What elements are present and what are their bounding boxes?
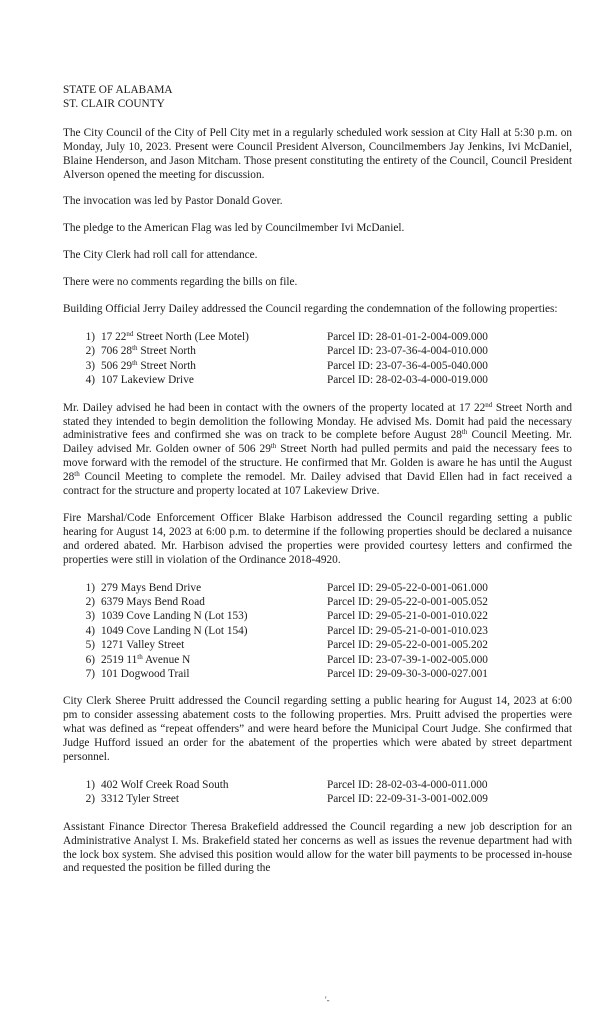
- property-address: [101, 373, 327, 387]
- item-number: 3): [85, 359, 95, 372]
- address-text: 402 Wolf Creek Road South: [101, 778, 229, 791]
- parcel-id: Parcel ID: 23-07-36-4-005-040.000: [327, 359, 488, 372]
- item-number: 3): [85, 610, 95, 623]
- condemnation-list: [63, 330, 572, 388]
- item-number: 1): [85, 581, 95, 594]
- dailey-paragraph: [63, 402, 572, 499]
- ordinal-suffix: th: [74, 470, 80, 479]
- address-text: 107 Lakeview Drive: [101, 374, 194, 387]
- dailey-text: Street North had pulled permits and paid the necessary fees to move forward with the remodel of the structure. He confirmed that Mr. Golden is aware he has until the August 28: [63, 443, 572, 484]
- address-text: 706 28: [101, 345, 133, 358]
- invocation-paragraph: The invocation was led by Pastor Donald Gover.: [63, 195, 283, 208]
- abatement-list: [63, 778, 572, 807]
- ordinal-suffix: nd: [126, 329, 134, 338]
- address-text: 1271 Valley Street: [101, 639, 185, 652]
- property-address: [101, 638, 327, 652]
- list-item: [63, 638, 572, 652]
- item-number: 1): [85, 778, 95, 791]
- property-address: [101, 344, 327, 358]
- list-item: [63, 344, 572, 358]
- list-item: [63, 778, 572, 792]
- finance-paragraph: Assistant Finance Director Theresa Brakefield addressed the Council regarding a new job description for an Administrative Analyst I. Ms. Brakefield stated her concerns as well as issues the revenue department had with the lock box system. She advised this position would allow for the water bill payments to be processed in-house and requested the position be filled during the: [63, 820, 572, 875]
- parcel-id: Parcel ID: 23-07-36-4-004-010.000: [327, 345, 488, 358]
- property-address: [101, 667, 327, 681]
- address-text: 101 Dogwood Trail: [101, 668, 190, 680]
- property-address: [101, 624, 327, 638]
- parcel-id: Parcel ID: 29-05-22-0-001-061.000: [327, 581, 488, 594]
- parcel-id: Parcel ID: 28-02-03-4-000-019.000: [327, 374, 488, 387]
- parcel-id: Parcel ID: 29-05-21-0-001-010.023: [327, 624, 488, 637]
- address-text: 3312 Tyler Street: [101, 793, 180, 806]
- list-item: [63, 653, 572, 667]
- address-text: 17 22: [101, 330, 127, 343]
- item-number: 2): [85, 595, 95, 608]
- ordinal-suffix: th: [461, 428, 468, 437]
- property-address: [101, 792, 327, 806]
- address-text: Street North: [137, 359, 196, 372]
- parcel-id: Parcel ID: 29-05-22-0-001-005.202: [327, 639, 488, 652]
- address-text: 6379 Mays Bend Road: [101, 595, 205, 608]
- list-item: [63, 609, 572, 623]
- fire-marshal-paragraph: Fire Marshal/Code Enforcement Officer Blake Harbison addressed the Council regarding setting a public hearing for August 14, 2023 at 6:00 p.m. to determine if the following properties should be declared a nuisance and ordered abated. Mr. Harbison advised the properties were provided courtesy letters and confirmed the properties were still in violation of the Ordinance 2018-4920.: [63, 511, 572, 566]
- parcel-id: Parcel ID: 22-09-31-3-001-002.009: [327, 793, 488, 806]
- list-item: [63, 373, 572, 387]
- dailey-text: Council Meeting to complete the remodel. Mr. Dailey advised that David Ellen had in fact received a contract for the structure and property located at 107 Lakeview Drive.: [63, 471, 572, 498]
- dailey-text: Street North and stated they intended to begin demolition the following Monday. He advised Ms. Domit had paid the necessary administrative fees and confirmed she was on track to be complete before August 28: [63, 401, 572, 442]
- list-item: [63, 359, 572, 373]
- intro-paragraph: The City Council of the City of Pell City met in a regularly scheduled work session at City Hall at 5:30 p.m. on Monday, July 10, 2023. Present were Council President Alverson, Councilmembers Jay Jenkins, Ivi McDaniel, Blaine Henderson, and Jason Mitcham. Those present constituting the entirety of the Council, Council President Alverson opened the meeting for discussion.: [63, 126, 572, 181]
- item-number: 5): [85, 639, 95, 652]
- document-body: [63, 84, 572, 876]
- page-mark: '-: [325, 995, 330, 1005]
- item-number: 1): [85, 330, 95, 343]
- item-number: 4): [85, 624, 95, 637]
- property-address: [101, 609, 327, 623]
- list-item: [63, 624, 572, 638]
- item-number: 7): [85, 668, 95, 680]
- dailey-text: Mr. Dailey advised he had been in contact with the owners of the property located at 17 22: [63, 401, 486, 414]
- address-text: Street North: [137, 345, 196, 358]
- address-text: 279 Mays Bend Drive: [101, 581, 202, 594]
- address-text: 2519 11: [101, 653, 138, 666]
- ordinal-suffix: th: [137, 652, 143, 661]
- property-address: [101, 595, 327, 609]
- nuisance-list: [63, 581, 572, 682]
- item-number: 2): [85, 345, 95, 358]
- item-number: 6): [85, 653, 95, 666]
- address-text: 1039 Cove Landing N (Lot 153): [101, 610, 248, 623]
- property-address: [101, 778, 327, 792]
- city-clerk-paragraph: City Clerk Sheree Pruitt addressed the Council regarding setting a public hearing for August 14, 2023 at 6:00 pm to consider assessing abatement costs to the following properties. Mrs. Pruitt advised the properties were what was defined as “repeat offenders” and were heard before the Municipal Court Judge. She confirmed that Judge Hufford issued an order for the abatement of the properties which were abated by street department personnel.: [63, 695, 572, 764]
- address-text: Street North (Lee Motel): [133, 330, 249, 343]
- parcel-id: Parcel ID: 23-07-39-1-002-005.000: [327, 653, 488, 666]
- item-number: 4): [85, 374, 95, 387]
- item-number: 2): [85, 793, 95, 806]
- property-address: [101, 653, 327, 667]
- pledge-paragraph: The pledge to the American Flag was led by Councilmember Ivi McDaniel.: [63, 222, 405, 235]
- parcel-id: Parcel ID: 29-05-22-0-001-005.052: [327, 595, 488, 608]
- address-text: 506 29: [101, 359, 133, 372]
- property-address: [101, 359, 327, 373]
- address-text: Avenue N: [142, 653, 191, 666]
- list-item: [63, 581, 572, 595]
- parcel-id: Parcel ID: 29-09-30-3-000-027.001: [327, 668, 488, 680]
- parcel-id: Parcel ID: 28-01-01-2-004-009.000: [327, 330, 488, 343]
- parcel-id: Parcel ID: 28-02-03-4-000-011.000: [327, 778, 488, 791]
- property-address: [101, 581, 327, 595]
- county-heading: ST. CLAIR COUNTY: [63, 97, 165, 110]
- address-text: 1049 Cove Landing N (Lot 154): [101, 624, 248, 637]
- ordinal-suffix: th: [132, 358, 138, 367]
- list-item: [63, 792, 572, 806]
- roll-call-paragraph: The City Clerk had roll call for attendance.: [63, 249, 258, 262]
- dailey-text: Council Meeting. Mr. Dailey advised Mr. Golden owner of 506 29: [63, 429, 572, 456]
- list-item: [63, 330, 572, 344]
- list-item: [63, 667, 572, 681]
- parcel-id: Parcel ID: 29-05-21-0-001-010.022: [327, 610, 488, 623]
- document-header: [63, 84, 572, 112]
- ordinal-suffix: nd: [485, 400, 493, 409]
- list-item: [63, 595, 572, 609]
- ordinal-suffix: th: [132, 344, 138, 353]
- bills-paragraph: There were no comments regarding the bills on file.: [63, 276, 298, 289]
- ordinal-suffix: th: [270, 442, 277, 451]
- state-heading: STATE OF ALABAMA: [63, 84, 173, 96]
- property-address: [101, 330, 327, 344]
- building-official-paragraph: Building Official Jerry Dailey addressed the Council regarding the condemnation of the following properties:: [63, 303, 558, 316]
